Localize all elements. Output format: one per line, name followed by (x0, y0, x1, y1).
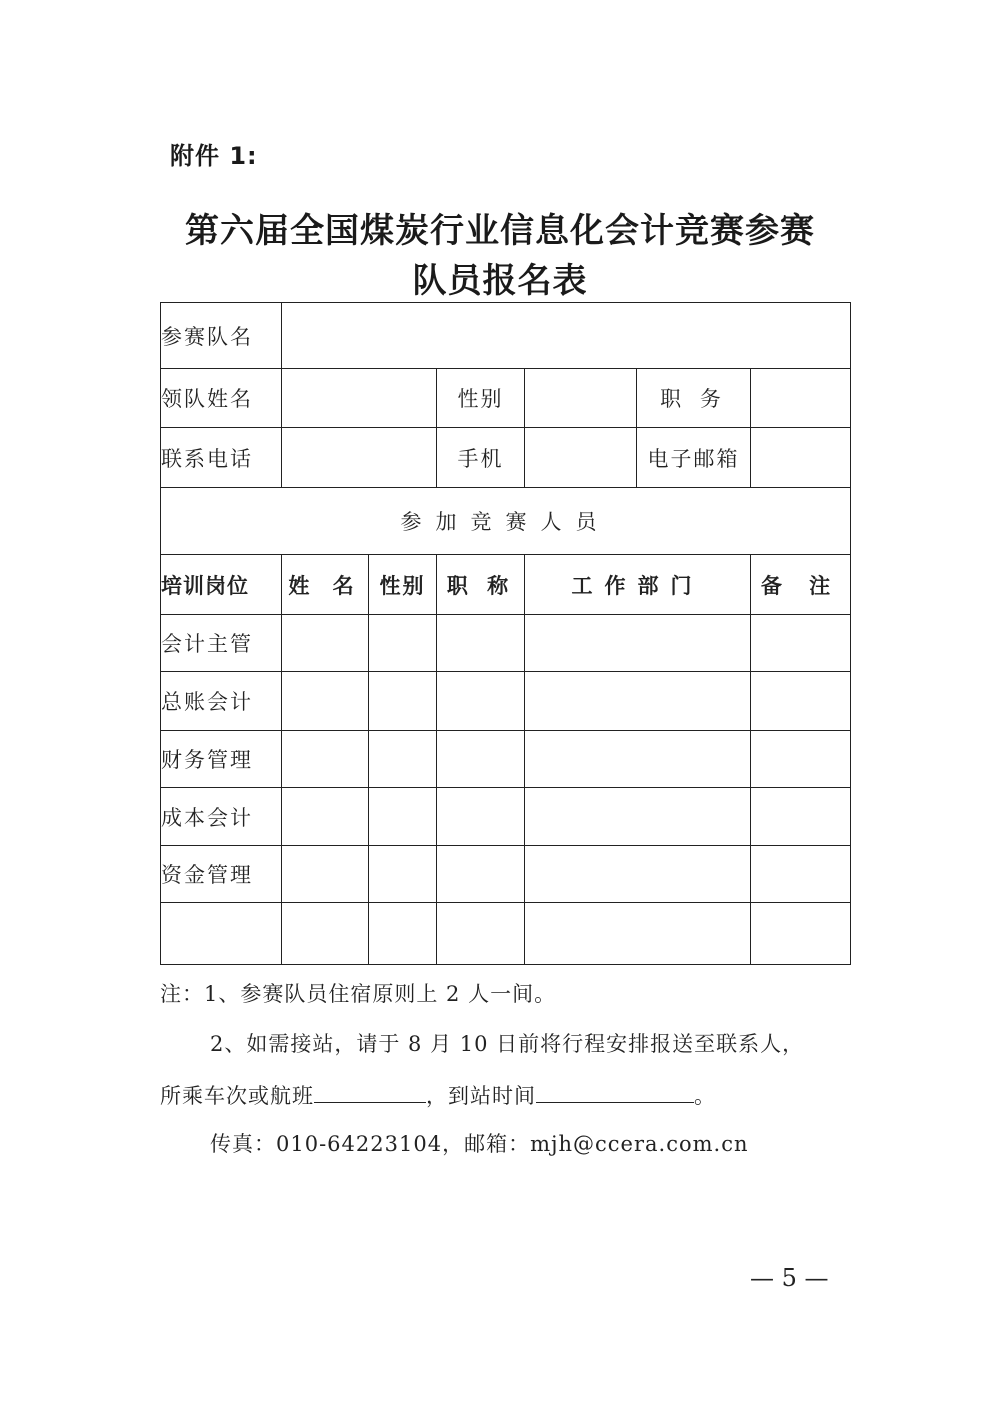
title-cell[interactable] (437, 846, 525, 903)
department-cell[interactable] (525, 903, 751, 965)
registration-form-table (160, 302, 851, 965)
remark-cell[interactable] (751, 615, 851, 672)
phone-field[interactable] (282, 428, 437, 488)
leader-gender-field[interactable] (525, 369, 637, 428)
name-cell[interactable] (282, 672, 369, 731)
post-label: 资金管理 (161, 846, 282, 903)
department-cell[interactable] (525, 846, 751, 903)
participant-row (161, 731, 851, 788)
header-gender: 性别 (369, 555, 437, 615)
post-label: 财务管理 (161, 731, 282, 788)
post-label (161, 903, 282, 965)
leader-position-field[interactable] (751, 369, 851, 428)
name-cell[interactable] (282, 903, 369, 965)
note-2: 2、如需接站，请于 8 月 10 日前将行程安排报送至联系人， (210, 1032, 805, 1056)
gender-cell[interactable] (369, 788, 437, 846)
mobile-label: 手机 (437, 428, 525, 488)
gender-cell[interactable] (369, 672, 437, 731)
leader-row (161, 369, 851, 428)
post-label: 成本会计 (161, 788, 282, 846)
post-label: 会计主管 (161, 615, 282, 672)
remark-cell[interactable] (751, 846, 851, 903)
leader-gender-label: 性别 (437, 369, 525, 428)
remark-cell[interactable] (751, 903, 851, 965)
header-department: 工作部门 (525, 555, 751, 615)
title-cell[interactable] (437, 788, 525, 846)
train-flight-blank[interactable] (314, 1080, 426, 1103)
title-cell[interactable] (437, 615, 525, 672)
header-title: 职 称 (437, 555, 525, 615)
remark-cell[interactable] (751, 672, 851, 731)
remark-cell[interactable] (751, 731, 851, 788)
note-3-end: 。 (694, 1084, 716, 1108)
department-cell[interactable] (525, 672, 751, 731)
gender-cell[interactable] (369, 903, 437, 965)
leader-name-label: 领队姓名 (161, 369, 282, 428)
phone-label: 联系电话 (161, 428, 282, 488)
header-post: 培训岗位 (161, 555, 282, 615)
title-cell[interactable] (437, 672, 525, 731)
participants-section-label: 参加竞赛人员 (161, 488, 851, 555)
note-3 (160, 1080, 860, 1110)
team-name-field[interactable] (282, 303, 851, 369)
name-cell[interactable] (282, 788, 369, 846)
section-row (161, 488, 851, 555)
header-name: 姓 名 (282, 555, 369, 615)
participant-row (161, 846, 851, 903)
gender-cell[interactable] (369, 846, 437, 903)
form-title-line1: 第六届全国煤炭行业信息化会计竞赛参赛 (185, 211, 815, 251)
department-cell[interactable] (525, 731, 751, 788)
name-cell[interactable] (282, 846, 369, 903)
gender-cell[interactable] (369, 731, 437, 788)
attachment-label: 附件 1: (170, 142, 258, 170)
team-name-label: 参赛队名 (161, 303, 282, 369)
mobile-field[interactable] (525, 428, 637, 488)
header-remark: 备 注 (751, 555, 851, 615)
name-cell[interactable] (282, 731, 369, 788)
contact-row (161, 428, 851, 488)
note-3-arrival-label: ，到站时间 (426, 1084, 536, 1108)
participant-row (161, 615, 851, 672)
department-cell[interactable] (525, 788, 751, 846)
title-cell[interactable] (437, 731, 525, 788)
note-fax-email: 传真：010-64223104，邮箱：mjh@ccera.com.cn (210, 1132, 749, 1156)
participant-row (161, 903, 851, 965)
gender-cell[interactable] (369, 615, 437, 672)
participant-row (161, 672, 851, 731)
leader-name-field[interactable] (282, 369, 437, 428)
form-title-line2: 队员报名表 (412, 261, 588, 301)
arrival-time-blank[interactable] (536, 1080, 694, 1103)
note-3-train-label: 所乘车次或航班 (160, 1084, 314, 1108)
participants-header-row (161, 555, 851, 615)
name-cell[interactable] (282, 615, 369, 672)
note-1: 注：1、参赛队员住宿原则上 2 人一间。 (160, 982, 557, 1006)
post-label: 总账会计 (161, 672, 282, 731)
title-cell[interactable] (437, 903, 525, 965)
email-field[interactable] (751, 428, 851, 488)
department-cell[interactable] (525, 615, 751, 672)
team-name-row (161, 303, 851, 369)
remark-cell[interactable] (751, 788, 851, 846)
leader-position-label: 职 务 (637, 369, 751, 428)
participant-row (161, 788, 851, 846)
page-number: — 5 — (750, 1264, 829, 1292)
email-label: 电子邮箱 (637, 428, 751, 488)
